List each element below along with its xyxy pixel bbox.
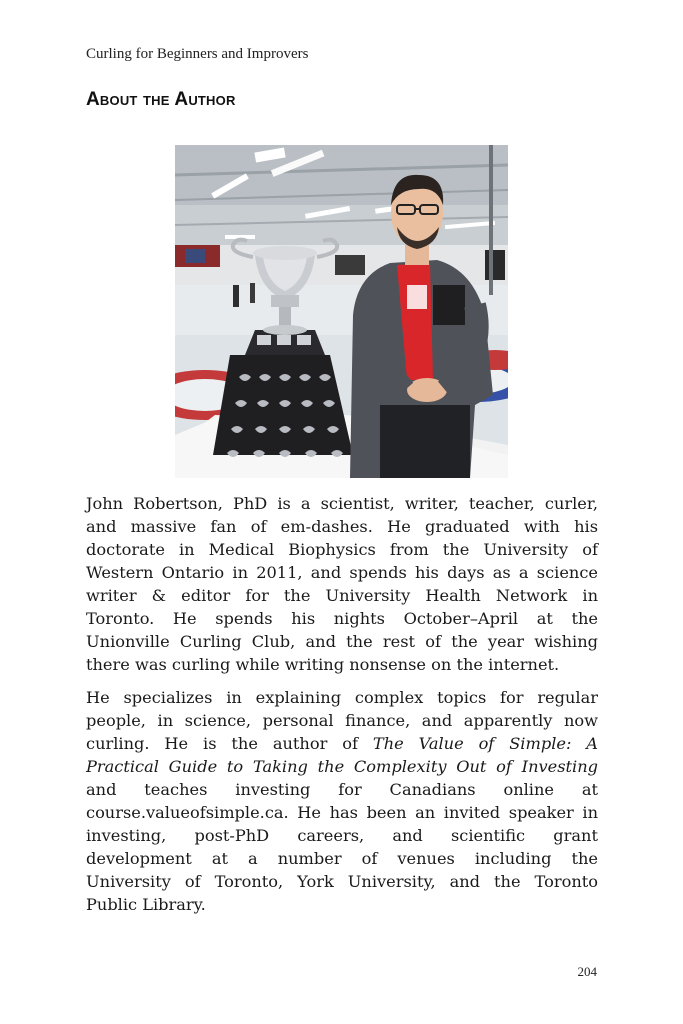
bio-paragraph-1 — [86, 492, 598, 676]
paragraph-line: writer & editor for the University Health Network in — [86, 586, 598, 605]
paragraph-line: and massive fan of em-dashes. He graduated with his — [86, 517, 598, 536]
paragraph-line: Toronto. He spends his nights October–April at the — [86, 609, 598, 628]
author-with-trophy-photo-icon — [175, 145, 508, 478]
paragraph-line: Western Ontario in 2011, and spends his days as a science — [86, 563, 598, 582]
paragraph-line: John Robertson, PhD is a scientist, writer, teacher, curler, — [86, 494, 598, 513]
book-title-part: The Value of Simple: A — [372, 734, 598, 753]
paragraph-line — [86, 732, 598, 755]
section-heading: About the Author — [86, 89, 236, 110]
paragraph-line: there was curling while writing nonsense on the internet. — [86, 655, 560, 674]
paragraph-line: He specializes in explaining complex topics for regular — [86, 688, 598, 707]
paragraph-line: Public Library. — [86, 895, 206, 914]
paragraph-line: course.valueofsimple.ca. He has been an invited speaker in — [86, 803, 598, 822]
paragraph-line — [86, 755, 598, 778]
bio-paragraph-2 — [86, 686, 598, 916]
page-number: 204 — [577, 964, 597, 979]
paragraph-line: doctorate in Medical Biophysics from the University of — [86, 540, 598, 559]
running-head: Curling for Beginners and Improvers — [86, 46, 309, 62]
paragraph-line: and teaches investing for Canadians online at — [86, 780, 598, 799]
author-photo — [175, 145, 508, 478]
paragraph-line: Unionville Curling Club, and the rest of the year wishing — [86, 632, 598, 651]
book-title-part: Practical Guide to Taking the Complexity Out of Investing — [86, 757, 598, 776]
paragraph-line: investing, post-PhD careers, and scientific grant — [86, 826, 598, 845]
paragraph-line: development at a number of venues including the — [86, 849, 598, 868]
paragraph-line: University of Toronto, York University, and the Toronto — [86, 872, 598, 891]
paragraph-line: people, in science, personal finance, and apparently now — [86, 711, 598, 730]
line-text: curling. He is the author of — [86, 734, 373, 753]
